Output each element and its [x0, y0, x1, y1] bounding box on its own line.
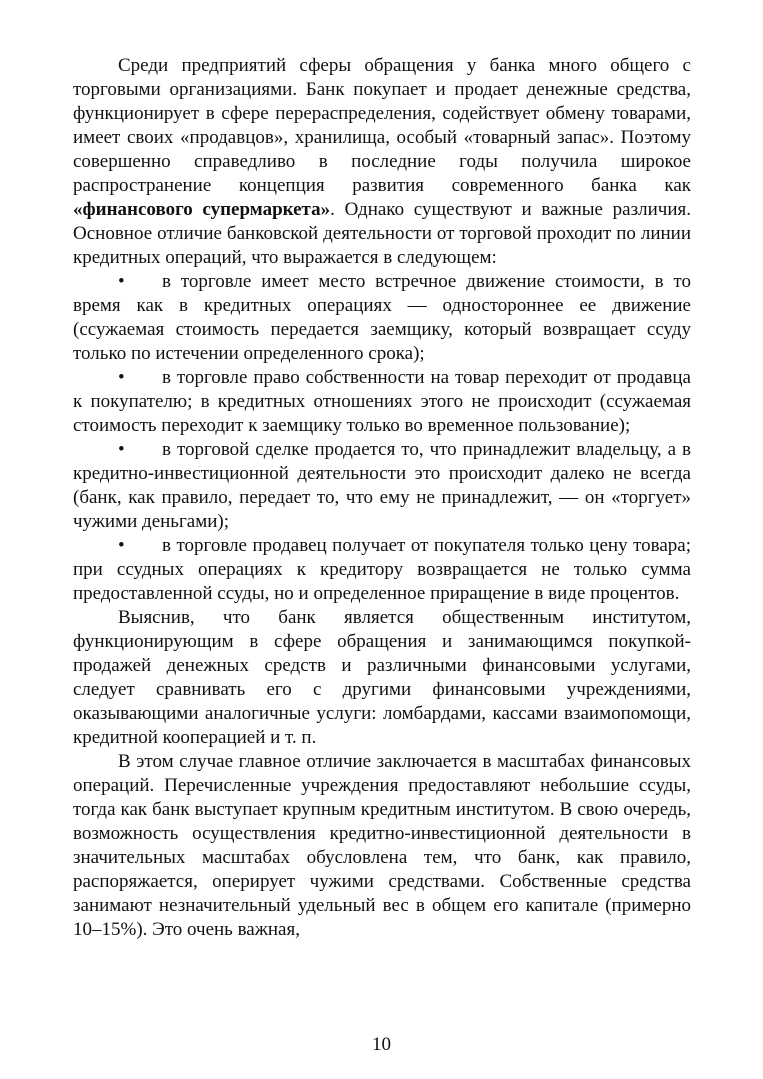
- bullet-item-text: в торговле продавец получает от покупателя только цену товара; при ссудных операциях к кредитору возвращается не только сумма предоставленной ссуды, но и определенное приращение в виде процентов.: [73, 535, 691, 604]
- bullet-icon: •: [118, 367, 125, 388]
- emphasis-financial-supermarket: «финансового супермаркета»: [73, 199, 331, 220]
- paragraph-scale: В этом случае главное отличие заключается в масштабах финансовых операций. Перечисленные учреждения предоставляют небольшие ссуды, тогда как банк выступает крупным кредитным институтом. В свою очередь, возможность осуществления кредитно-инвестиционной деятельности в значительных масштабах обусловлена тем, что банк, как правило, распоряжается, оперирует чужими средствами. Собственные средства занимают незначительный удельный вес в общем его капитале (примерно 10–15%). Это очень важная,: [73, 751, 691, 940]
- bullet-item-4: [73, 534, 691, 606]
- bullet-icon: •: [118, 271, 125, 292]
- bullet-item-2: [73, 366, 691, 438]
- bullet-icon: •: [118, 535, 125, 556]
- bullet-item-text: в торговой сделке продается то, что принадлежит владельцу, а в кредитно-инвестиционной деятельности это происходит далеко не всегда (банк, как правило, передает то, что ему не принадлежит, — он «торгует» чужими деньгами);: [73, 439, 691, 532]
- paragraph-intro-text-end: . Однако существуют и важные различия. Основное отличие банковской деятельности от торговой проходит по линии кредитных операций, что выражается в следующем:: [73, 199, 691, 268]
- bullet-item-text: в торговле имеет место встречное движение стоимости, в то время как в кредитных операциях — одностороннее ее движение (ссужаемая стоимость передается заемщику, который возвращает ссуду только по истечении определенного срока);: [73, 271, 691, 364]
- bullet-item-3: [73, 438, 691, 534]
- paragraph-intro: [73, 54, 691, 270]
- paragraph-intro-text-start: Среди предприятий сферы обращения у банка много общего с торговыми организациями. Банк покупает и продает денежные средства, функционирует в сфере перераспределения, содействует обмену товарами, имеет своих «продавцов», хранилища, особый «товарный запас». Поэтому совершенно справедливо в последние годы получила широкое распространение концепция развития современного банка как: [73, 55, 691, 196]
- page-number: 10: [372, 1034, 391, 1055]
- paragraph-comparison: Выяснив, что банк является общественным институтом, функционирующим в сфере обращения и занимающимся покупкой-продажей денежных средств и различными финансовыми услугами, следует сравнивать его с другими финансовыми учреждениями, оказывающими аналогичные услуги: ломбардами, кассами взаимопомощи, кредитной кооперацией и т. п.: [73, 607, 691, 748]
- bullet-item-text: в торговле право собственности на товар переходит от продавца к покупателю; в кредитных отношениях этого не происходит (ссужаемая стоимость переходит к заемщику только во временное пользование);: [73, 367, 691, 436]
- bullet-item-1: [73, 270, 691, 366]
- bullet-icon: •: [118, 439, 125, 460]
- page-body: [73, 54, 691, 942]
